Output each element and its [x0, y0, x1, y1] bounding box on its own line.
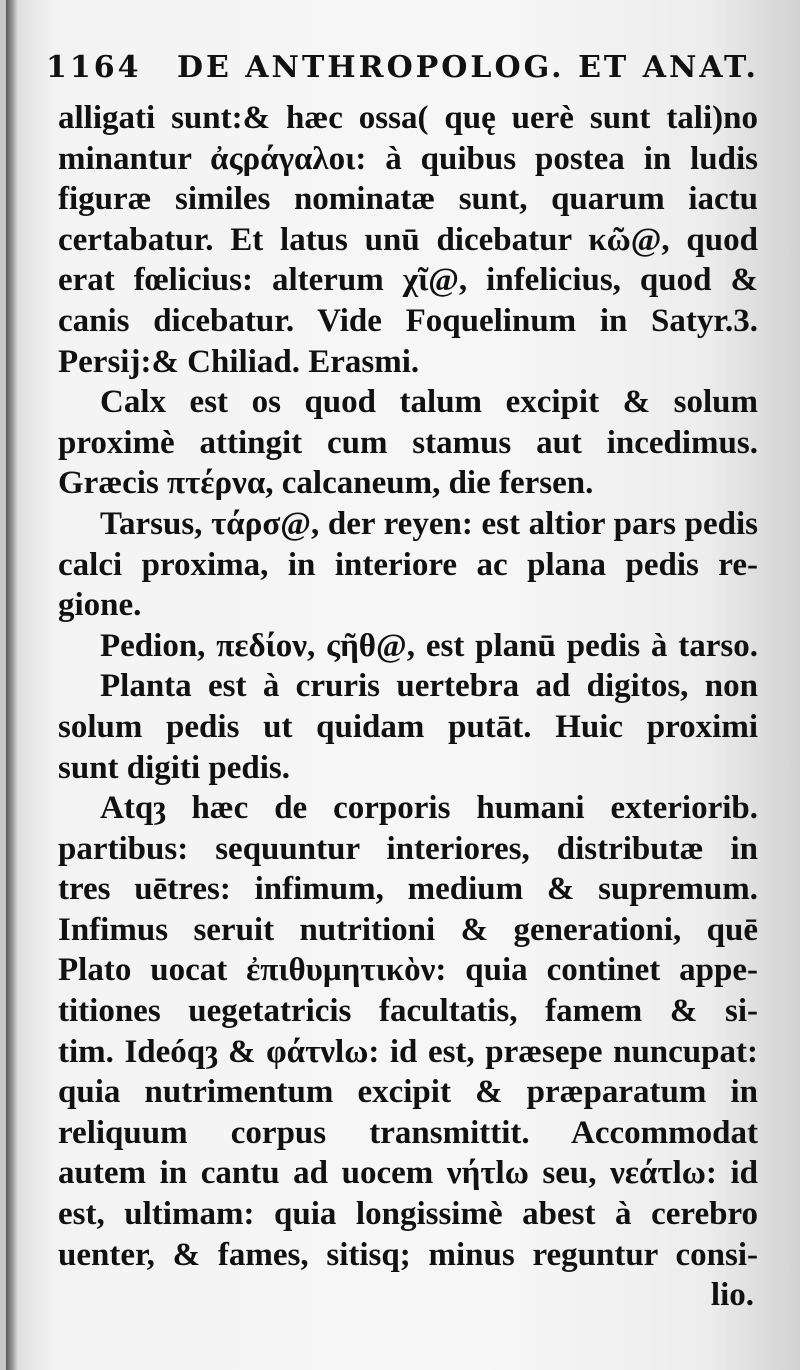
text-line-content: figuræ similes nominatæ sunt, quarum iactu — [58, 181, 758, 218]
text-line-content: uenter, & fames, sitisq; minus reguntur consi- — [58, 1236, 758, 1273]
text-line — [58, 423, 758, 464]
text-line — [58, 220, 758, 261]
text-line-content: Pedion, πεδίον, ςῆθ@, est planū pedis à tarso. — [100, 627, 758, 664]
text-line — [58, 707, 758, 748]
text-line — [58, 910, 758, 951]
text-line — [58, 1153, 758, 1194]
text-line — [58, 260, 758, 301]
text-line-content: alligati sunt:& hæc ossa( quę uerè sunt tali)no — [58, 100, 758, 136]
text-line — [58, 545, 758, 586]
text-line-content: reliquum corpus transmittit. Accommodat — [58, 1114, 758, 1151]
text-line-content: tres uētres: infimum, medium & supremum. — [58, 871, 758, 908]
text-line-content: solum pedis ut quidam putāt. Huic proximi — [58, 708, 758, 745]
text-line — [58, 139, 758, 180]
text-line-content: titiones uegetatricis facultatis, famem & si- — [58, 993, 758, 1030]
text-line — [58, 950, 758, 991]
running-title: DE ANTHROPOLOG. ET ANAT. — [176, 50, 759, 85]
text-line-content: partibus: sequuntur interiores, distributæ in — [58, 830, 758, 867]
text-line-content: certabatur. Et latus unū dicebatur κῶ@, quod — [58, 221, 758, 258]
text-line — [58, 666, 758, 707]
text-line-content: canis dicebatur. Vide Foquelinum in Satyr.3. — [58, 302, 758, 339]
text-line — [58, 1194, 758, 1235]
text-line — [58, 829, 758, 870]
text-line-content: Infimus seruit nutritioni & generationi, quē — [58, 911, 758, 948]
running-header — [46, 50, 759, 92]
text-line — [58, 342, 758, 383]
text-line — [58, 1235, 758, 1276]
text-line — [58, 1113, 758, 1154]
text-line — [58, 463, 758, 504]
text-line-content: est, ultimam: quia longissimè abest à cerebro — [58, 1196, 758, 1233]
page-gutter-shadow — [6, 0, 18, 1370]
text-line — [58, 1032, 758, 1073]
text-line — [58, 585, 758, 626]
text-line-content: Græcis πτέρνα, calcaneum, die fersen. — [58, 465, 594, 502]
text-line — [58, 869, 758, 910]
text-line-content: sunt digiti pedis. — [58, 749, 290, 786]
text-line — [58, 788, 758, 829]
text-line — [58, 504, 758, 545]
text-line — [58, 98, 758, 139]
text-line-content: Planta est à cruris uertebra ad digitos, non — [100, 668, 758, 705]
text-line — [58, 179, 758, 220]
text-line-content: Tarsus, τάρσ@, der reyen: est altior pars pedis — [100, 505, 758, 542]
book-page — [6, 0, 800, 1370]
text-line — [58, 748, 758, 789]
text-line-content: proximè attingit cum stamus aut incedimus. — [58, 424, 758, 461]
text-line — [58, 1275, 758, 1316]
text-line — [58, 382, 758, 423]
text-line-content: quia nutrimentum excipit & præparatum in — [58, 1074, 758, 1111]
text-line-content: gione. — [58, 587, 142, 624]
text-line-content: Plato uocat ἐπιθυμητικὸν: quia continet appe- — [58, 952, 758, 989]
text-line-content: lio. — [710, 1277, 754, 1314]
text-line-content: erat fœlicius: alterum χῖ@, infelicius, quod & — [58, 262, 758, 299]
text-line-content: Persij:& Chiliad. Erasmi. — [58, 343, 420, 380]
text-line — [58, 301, 758, 342]
text-line — [58, 1072, 758, 1113]
text-line — [58, 626, 758, 667]
body-text — [58, 98, 758, 1316]
text-line-content: tim. Ideóqȝ & φάτνlω: id est, præsepe nuncupat: — [58, 1033, 758, 1070]
text-line-content: Calx est os quod talum excipit & solum — [100, 384, 758, 421]
page-number: 1164 — [46, 50, 142, 85]
text-line-content: calci proxima, in interiore ac plana pedis re- — [58, 546, 758, 583]
text-line-content: autem in cantu ad uocem νήτlω seu, νεάτlω: id — [58, 1155, 758, 1192]
text-line — [58, 991, 758, 1032]
text-line-content: Atqȝ hæc de corporis humani exteriorib. — [100, 790, 758, 827]
text-line-content: minantur ἀςράγαλοι: à quibus postea in ludis — [58, 140, 758, 177]
